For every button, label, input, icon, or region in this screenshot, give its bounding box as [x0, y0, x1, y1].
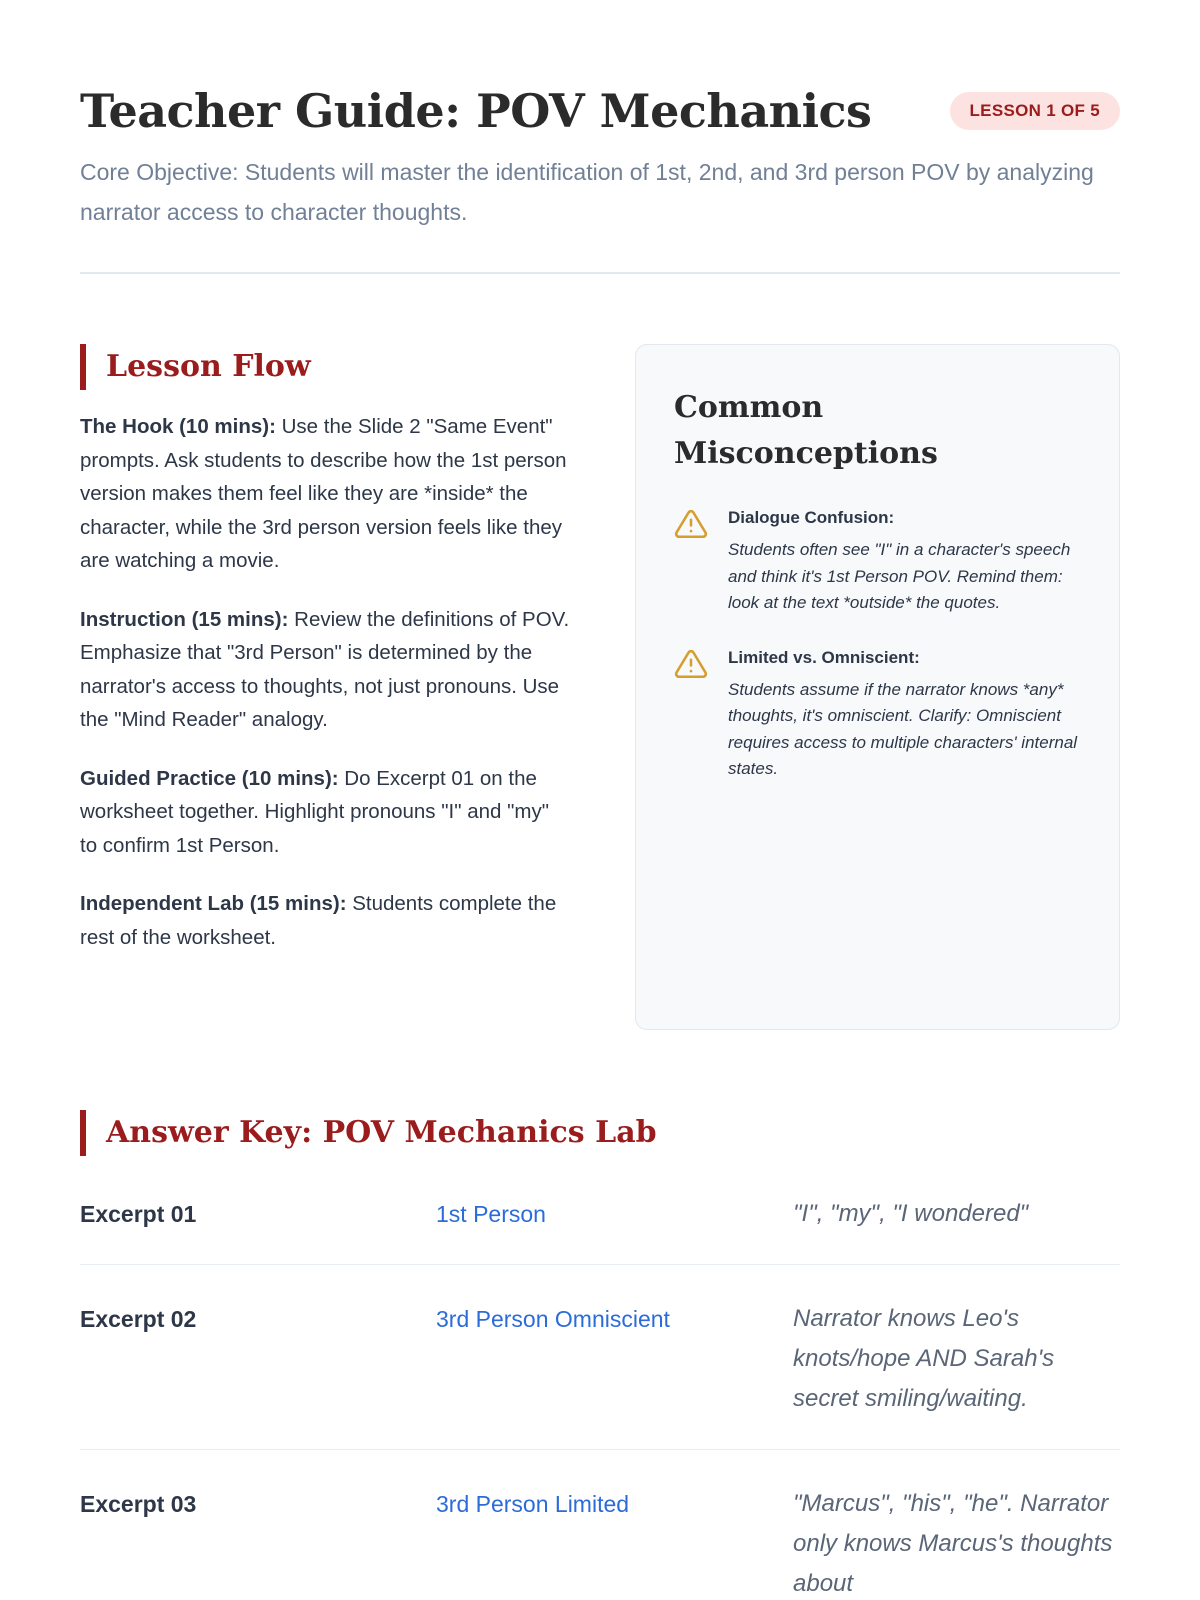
- table-row: [80, 1484, 1120, 1600]
- lesson-flow-item: [80, 603, 570, 737]
- lesson-flow-section: [80, 344, 570, 979]
- header-divider: [80, 272, 1120, 274]
- lesson-flow-item: [80, 410, 570, 578]
- lesson-flow-item-text: Do Excerpt 01 on the worksheet together. Highlight pronouns "I" and "my" to confirm 1st Person.: [80, 766, 549, 857]
- misconceptions-card: [635, 344, 1120, 1030]
- evidence-note: "I", "my", "I wondered": [793, 1200, 1029, 1227]
- lesson-flow-item: [80, 887, 570, 954]
- lesson-flow-list: [80, 410, 570, 954]
- lesson-badge: LESSON 1 OF 5: [950, 92, 1121, 130]
- excerpt-label: Excerpt 03: [80, 1491, 197, 1517]
- lesson-flow-item-label: Independent Lab (15 mins):: [80, 892, 347, 915]
- evidence-note: "Marcus", "his", "he". Narrator only knows Marcus's thoughts about: [793, 1490, 1113, 1597]
- misconception-heading: Limited vs. Omniscient:: [728, 647, 920, 667]
- lesson-flow-item-label: The Hook (10 mins):: [80, 415, 276, 438]
- evidence-note: Narrator knows Leo's knots/hope AND Sarah's secret smiling/waiting.: [793, 1305, 1055, 1412]
- misconception-description: Students assume if the narrator knows *any* thoughts, it's omniscient. Clarify: Omniscient requires access to multiple characters' internal states.: [728, 679, 1078, 778]
- lesson-flow-item-text: Students complete the rest of the worksheet.: [80, 892, 557, 949]
- pov-type: 3rd Person Omniscient: [436, 1306, 670, 1332]
- misconception-description: Students often see "I" in a character's speech and think it's 1st Person POV. Remind them: look at the text *outside* the quotes.: [728, 540, 1071, 612]
- table-row: [80, 1194, 1120, 1265]
- misconception-text: [728, 647, 1081, 783]
- pov-type: 3rd Person Limited: [436, 1491, 630, 1517]
- warning-icon: [674, 507, 708, 541]
- lesson-flow-item-text: Review the definitions of POV. Emphasize that "3rd Person" is determined by the narrator's access to thoughts, not just pronouns. Use the "Mind Reader" analogy.: [80, 607, 570, 731]
- misconception-heading: Dialogue Confusion:: [728, 508, 895, 527]
- answer-key-table: [80, 1194, 1120, 1600]
- excerpt-label: Excerpt 01: [80, 1201, 197, 1227]
- misconception-text: [728, 507, 1081, 617]
- excerpt-label: Excerpt 02: [80, 1306, 197, 1332]
- warning-icon: [674, 647, 708, 681]
- lesson-flow-item-label: Instruction (15 mins):: [80, 607, 289, 631]
- lesson-flow-item-text: Use the Slide 2 "Same Event" prompts. Ask students to describe how the 1st person version makes them feel like they are *inside* the character, while the 3rd person version feels like they are watching a movie.: [80, 415, 567, 572]
- lesson-flow-item-label: Guided Practice (10 mins):: [80, 766, 339, 790]
- page-title: Teacher Guide: POV Mechanics: [80, 84, 872, 138]
- misconceptions-title: Common Misconceptions: [674, 390, 938, 471]
- lesson-flow-title: Lesson Flow: [80, 344, 570, 390]
- misconception-item: [674, 507, 1081, 617]
- core-objective: Core Objective: Students will master the identification of 1st, 2nd, and 3rd person POV by analyzing narrator access to character thoughts.: [80, 159, 1094, 225]
- answer-key-section: [80, 1110, 1120, 1600]
- pov-type: 1st Person: [436, 1201, 546, 1227]
- lesson-flow-item: [80, 762, 570, 863]
- misconception-item: [674, 647, 1081, 783]
- table-row: [80, 1299, 1120, 1450]
- page: [80, 0, 1120, 1600]
- answer-key-title: Answer Key: POV Mechanics Lab: [80, 1110, 1120, 1156]
